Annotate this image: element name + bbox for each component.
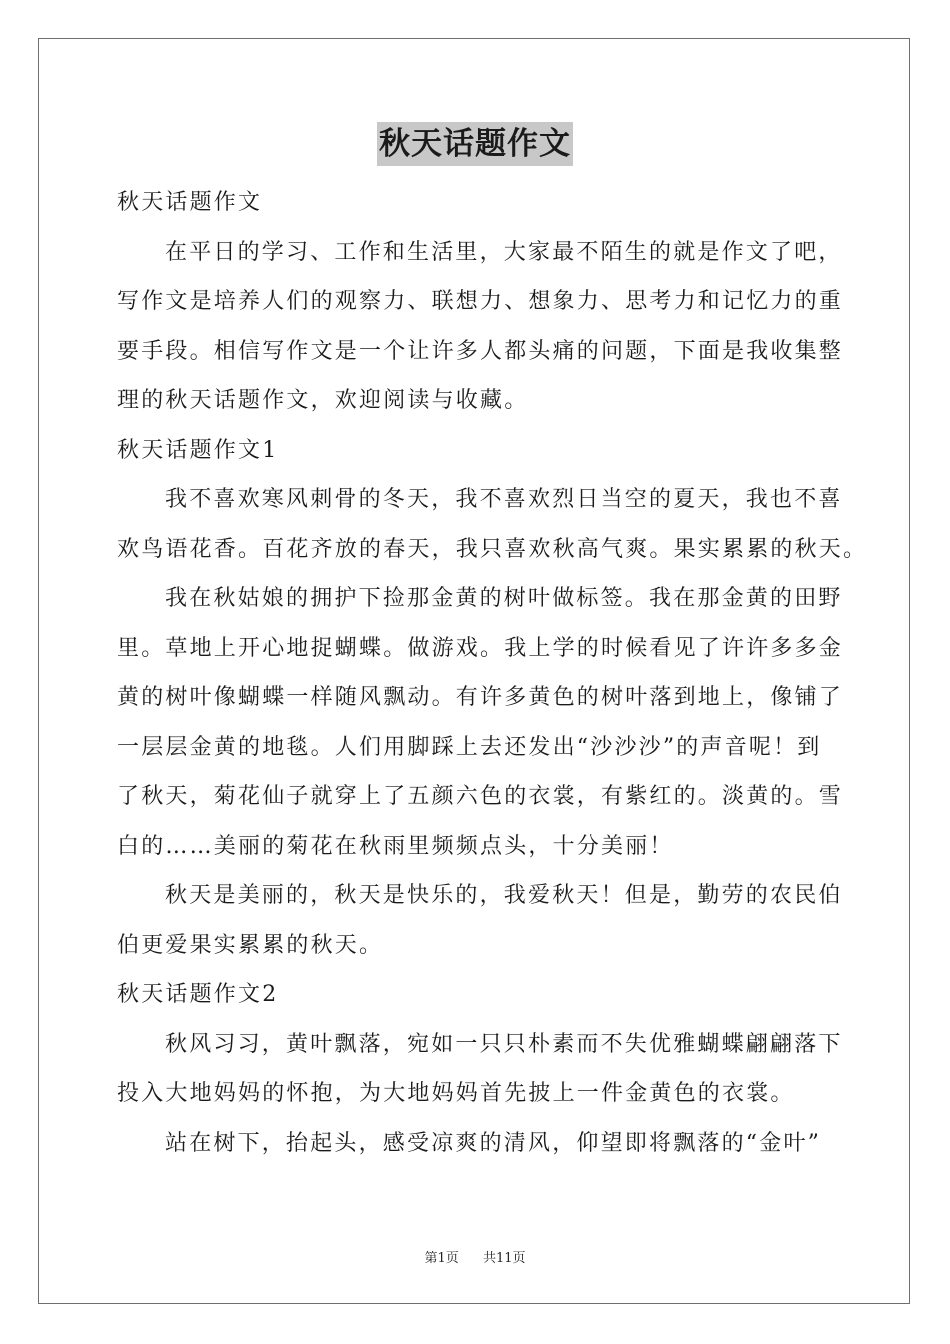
- document-body: [117, 178, 868, 1168]
- text-line: 站在树下，抬起头，感受凉爽的清风，仰望即将飘落的“金叶”: [165, 1130, 822, 1156]
- text-line: 黄的树叶像蝴蝶一样随风飘动。有许多黄色的树叶落到地上，像铺了: [117, 685, 844, 710]
- text-line: 一层层金黄的地毯。人们用脚踩上去还发出“沙沙沙”的声音呢！到: [117, 734, 822, 760]
- text-line: 我不喜欢寒风刺骨的冬天，我不喜欢烈日当空的夏天，我也不喜: [165, 487, 843, 512]
- text-line: 我在秋姑娘的拥护下捡那金黄的树叶做标签。我在那金黄的田野: [165, 586, 843, 611]
- text-line: 秋风习习，黄叶飘落，宛如一只只朴素而不失优雅蝴蝶翩翩落下: [165, 1031, 843, 1057]
- text-line: 在平日的学习、工作和生活里，大家最不陌生的就是作文了吧，: [165, 239, 843, 265]
- text-line: 理的秋天话题作文，欢迎阅读与收藏。: [117, 388, 529, 413]
- text-line: 秋天话题作文2: [117, 982, 279, 1007]
- text-line: 要手段。相信写作文是一个让许多人都头痛的问题，下面是我收集整: [117, 338, 844, 364]
- text-line: 欢鸟语花香。百花齐放的春天，我只喜欢秋高气爽。果实累累的秋天。: [117, 536, 868, 562]
- text-line: 了秋天，菊花仙子就穿上了五颜六色的衣裳，有紫红的。淡黄的。雪: [117, 784, 844, 809]
- page-number: 第1页: [424, 1251, 459, 1266]
- text-line: 投入大地妈妈的怀抱，为大地妈妈首先披上一件金黄色的衣裳。: [117, 1081, 795, 1106]
- document-title: 秋天话题作文: [377, 122, 573, 166]
- text-line: 伯更爱果实累累的秋天。: [117, 932, 384, 958]
- page-total: 共11页: [483, 1251, 526, 1266]
- text-line: 秋天是美丽的，秋天是快乐的，我爱秋天！但是，勤劳的农民伯: [165, 883, 843, 908]
- text-line: 白的……美丽的菊花在秋雨里频频点头，十分美丽！: [117, 833, 674, 859]
- page-footer: [0, 1247, 950, 1266]
- text-line: 秋天话题作文: [117, 190, 263, 215]
- title-container: [0, 122, 950, 166]
- text-line: 秋天话题作文1: [117, 437, 279, 463]
- text-line: 写作文是培养人们的观察力、联想力、想象力、思考力和记忆力的重: [117, 289, 844, 314]
- text-line: 里。草地上开心地捉蝴蝶。做游戏。我上学的时候看见了许许多多金: [117, 635, 844, 661]
